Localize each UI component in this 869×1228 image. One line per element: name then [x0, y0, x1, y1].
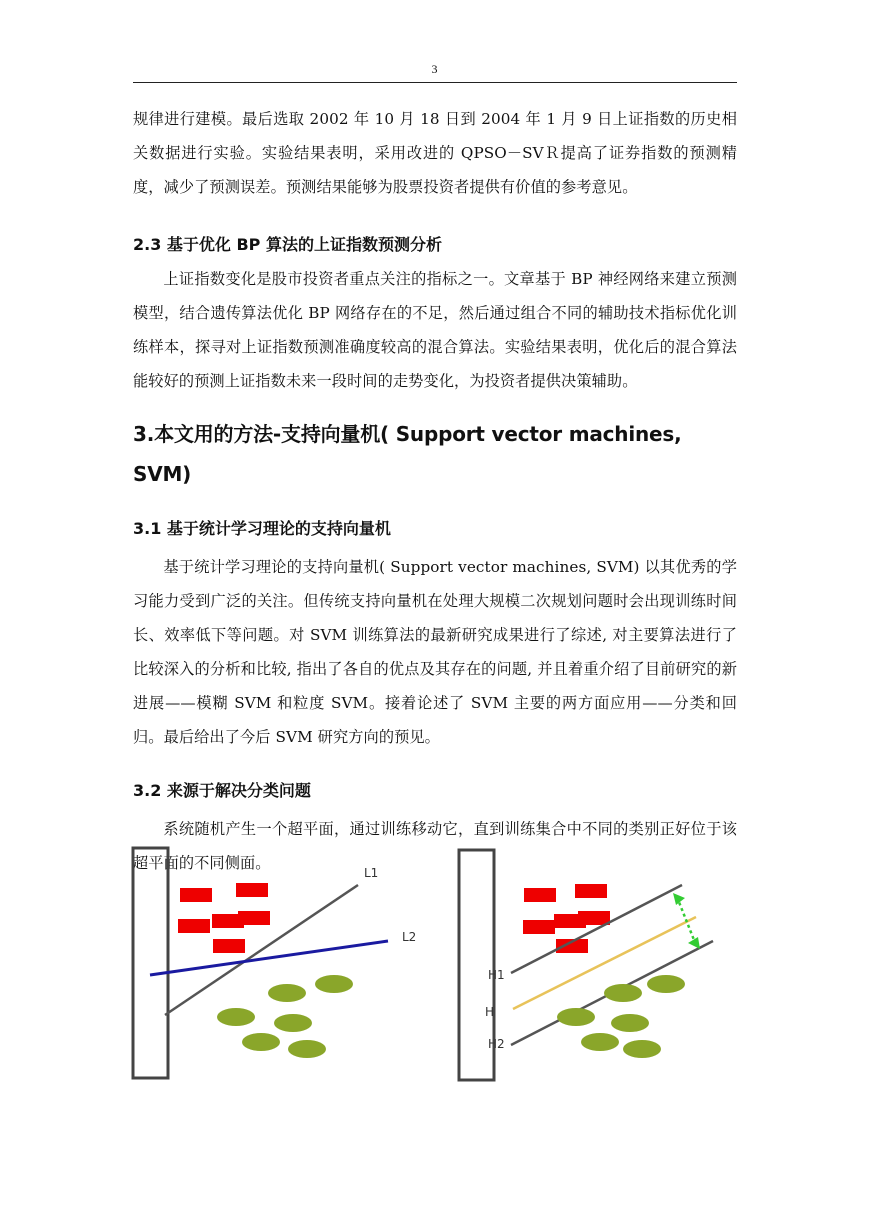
paragraph-4: 系统随机产生一个超平面，通过训练移动它，直到训练集合中不同的类别正好位于该超平面的不同侧面。 [133, 820, 737, 872]
square-sample [236, 883, 268, 897]
left-panel [133, 848, 416, 1078]
paragraph-2: 上证指数变化是股市投资者重点关注的指标之一。文章基于 BP 神经网络来建立预测模型，结合遗传算法优化 BP 网络存在的不足，然后通过组合不同的辅助技术指标优化训练样本，探寻对上证指数预测准确度较高的混合算法。实验结果表明，优化后的混合算法能较好的预测上证指数未来一段时间的走势变化，为投资者提供决策辅助。 [133, 270, 737, 390]
square-sample [178, 919, 210, 933]
label-h: H [485, 1005, 495, 1019]
margin-arrow [677, 897, 696, 945]
svm-diagram [130, 845, 720, 1085]
svm-figure [130, 845, 720, 1085]
circle-sample [315, 975, 353, 993]
label-l1: L1 [364, 866, 379, 880]
circle-sample [242, 1033, 280, 1051]
circle-sample [288, 1040, 326, 1058]
square-sample [578, 911, 610, 925]
circle-sample [217, 1008, 255, 1026]
circle-sample [623, 1040, 661, 1058]
square-sample [238, 911, 270, 925]
document-body [133, 102, 737, 880]
circle-sample [604, 984, 642, 1002]
circle-sample [274, 1014, 312, 1032]
square-sample [575, 884, 607, 898]
page-number: 3 [431, 62, 438, 76]
section-heading-3: 3.本文用的方法-支持向量机( Support vector machines, SVM) [133, 422, 682, 486]
circle-sample [647, 975, 685, 993]
square-sample [213, 939, 245, 953]
label-h2: H2 [488, 1037, 505, 1051]
section-heading-2-3: 2.3 基于优化 BP 算法的上证指数预测分析 [133, 235, 442, 254]
paragraph-3: 基于统计学习理论的支持向量机( Support vector machines, SVM) 以其优秀的学习能力受到广泛的关注。但传统支持向量机在处理大规模二次规划问题时会出现训练时间长、效率低下等问题。对 SVM 训练算法的最新研究成果进行了综述, 对主要算法进行了比较深入的分析和比较, 指出了各自的优点及其存在的问题, 并且着重介绍了目前研究的新进展——模糊 SVM 和粒度 SVM。接着论述了 SVM 主要的两方面应用——分类和回归。最后给出了今后 SVM 研究方向的预见。 [133, 558, 737, 746]
circle-sample [611, 1014, 649, 1032]
label-l2: L2 [402, 930, 417, 944]
section-heading-3-2: 3.2 来源于解决分类问题 [133, 781, 311, 800]
header-rule [133, 82, 737, 83]
left-frame-bar [133, 848, 168, 1078]
label-h1: H1 [488, 968, 505, 982]
section-heading-3-1: 3.1 基于统计学习理论的支持向量机 [133, 519, 391, 538]
square-sample [524, 888, 556, 902]
circle-sample [557, 1008, 595, 1026]
circle-sample [268, 984, 306, 1002]
circle-sample [581, 1033, 619, 1051]
paragraph-1: 规律进行建模。最后选取 2002 年 10 月 18 日到 2004 年 1 月 9 日上证指数的历史相关数据进行实验。实验结果表明，采用改进的 QPSO－SVＲ提高了证券指数的预测精度，减少了预测误差。预测结果能够为股票投资者提供有价值的参考意见。 [133, 110, 737, 196]
square-sample [180, 888, 212, 902]
square-sample [523, 920, 555, 934]
right-panel [459, 850, 713, 1080]
arrowhead-bottom-icon [688, 937, 700, 949]
